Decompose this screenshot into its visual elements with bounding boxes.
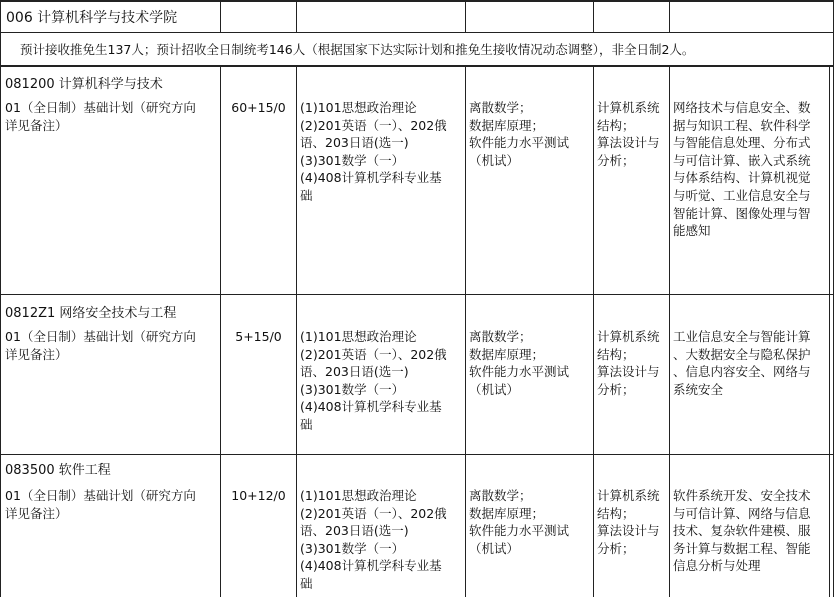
- table-rule: [296, 0, 297, 32]
- table-rule: [669, 0, 670, 32]
- table-rule: [829, 65, 830, 597]
- retest-subjects: 离散数学； 数据库原理； 软件能力水平测试 （机试）: [469, 488, 570, 556]
- enrollment-quota: 10+12/0: [231, 488, 286, 503]
- table-rule: [0, 454, 834, 455]
- equivalent-subjects: 计算机系统 结构； 算法设计与 分析；: [597, 100, 660, 168]
- table-rule: [220, 0, 221, 32]
- enrollment-quota: 60+15/0: [231, 100, 286, 115]
- table-rule: [0, 32, 834, 33]
- table-rule: [0, 0, 834, 2]
- equivalent-subjects: 计算机系统 结构； 算法设计与 分析；: [597, 488, 660, 556]
- table-rule: [465, 65, 466, 597]
- table-rule: [0, 65, 834, 67]
- table-rule: [0, 294, 834, 295]
- equivalent-subjects: 计算机系统 结构； 算法设计与 分析；: [597, 329, 660, 397]
- remarks: 网络技术与信息安全、数 据与知识工程、软件科学 与智能信息处理、分布式 与可信计算、嵌入式系统 与体系结构、计算机视觉 与听觉、工业信息安全与 智能计算、图像处理与智 能感知: [673, 100, 811, 239]
- retest-subjects: 离散数学； 数据库原理； 软件能力水平测试 （机试）: [469, 100, 570, 168]
- school-title: 006 计算机科学与技术学院: [6, 10, 178, 26]
- study-direction: 01（全日制）基础计划（研究方向 详见备注）: [5, 488, 196, 521]
- study-direction: 01（全日制）基础计划（研究方向 详见备注）: [5, 329, 196, 362]
- enrollment-quota: 5+15/0: [235, 329, 282, 344]
- table-rule: [593, 0, 594, 32]
- table-rule: [0, 0, 1, 597]
- remarks: 软件系统开发、安全技术 与可信计算、网络与信息 技术、复杂软件建模、服 务计算与数据工程、智能 信息分析与处理: [673, 488, 811, 574]
- remarks: 工业信息安全与智能计算 、大数据安全与隐私保护 、信息内容安全、网络与 系统安全: [673, 329, 811, 397]
- table-rule: [465, 0, 466, 32]
- table-rule: [296, 65, 297, 597]
- table-rule: [593, 65, 594, 597]
- table-rule: [669, 65, 670, 597]
- retest-subjects: 离散数学； 数据库原理； 软件能力水平测试 （机试）: [469, 329, 570, 397]
- exam-subjects: (1)101思想政治理论 (2)201英语（一）、202俄 语、203日语(选一) (3)301数学（一） (4)408计算机学科专业基 础: [300, 100, 447, 203]
- exam-subjects: (1)101思想政治理论 (2)201英语（一）、202俄 语、203日语(选一) (3)301数学（一） (4)408计算机学科专业基 础: [300, 329, 447, 432]
- exam-subjects: (1)101思想政治理论 (2)201英语（一）、202俄 语、203日语(选一) (3)301数学（一） (4)408计算机学科专业基 础: [300, 488, 447, 591]
- enrollment-note: 预计接收推免生137人；预计招收全日制统考146人（根据国家下达实际计划和推免生接收情况动态调整），非全日制2人。: [20, 42, 695, 57]
- major-code-name: 081200 计算机科学与技术: [5, 77, 163, 92]
- major-code-name: 083500 软件工程: [5, 463, 111, 478]
- major-code-name: 0812Z1 网络安全技术与工程: [5, 306, 177, 321]
- study-direction: 01（全日制）基础计划（研究方向 详见备注）: [5, 100, 196, 133]
